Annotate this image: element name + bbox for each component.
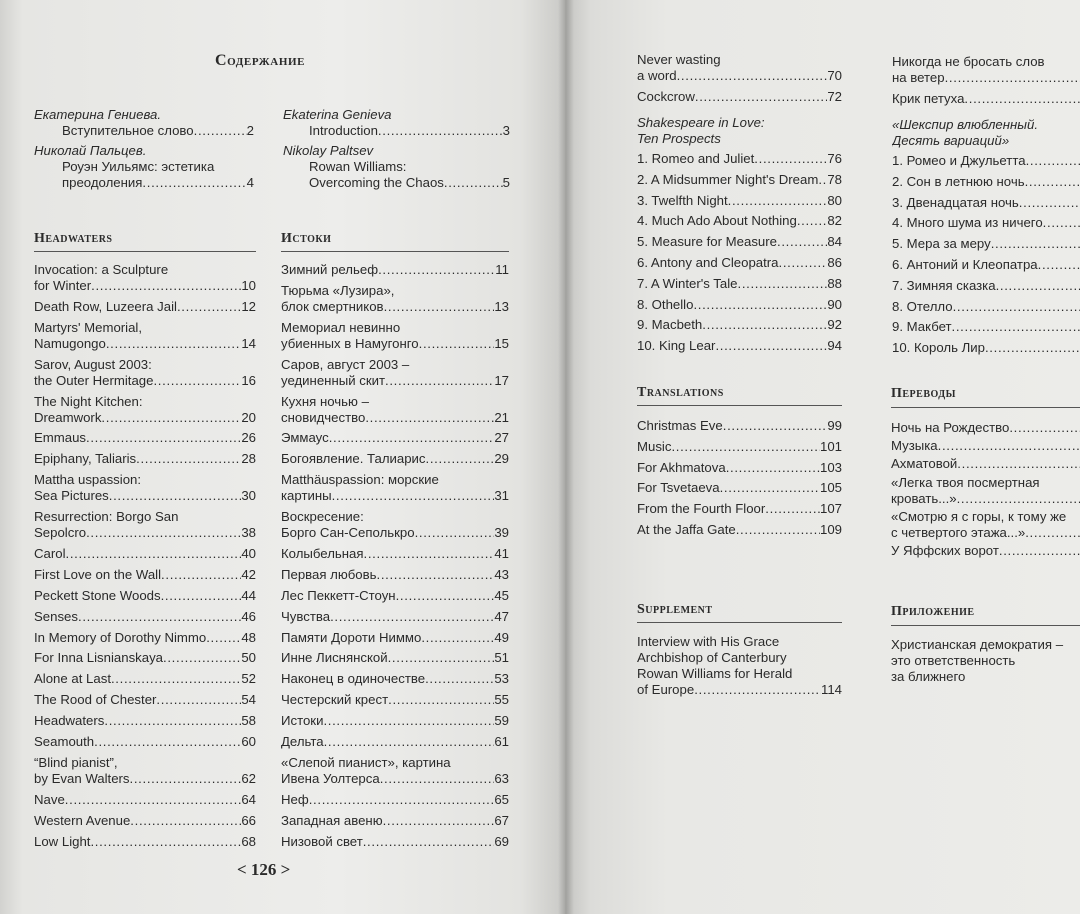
shakespeare-entry-ru: 7. Зимняя сказка . . .: [892, 278, 1080, 294]
translation-entry-en: For Akhmatova . . . 103: [637, 460, 842, 476]
shakespeare-entry-ru: 9. Макбет . . .: [892, 319, 1080, 335]
toc-entry-ru: Никогда не бросать слов на ветер . . .: [892, 54, 1080, 86]
toc-entry-ru: Зимний рельеф . . . 11: [281, 262, 509, 278]
right-page: [565, 0, 1080, 914]
rule-translations-en: [637, 405, 842, 406]
shakespeare-entry-en: 9. Macbeth . . . 92: [637, 317, 842, 333]
section-supplement-en: Supplement: [637, 602, 713, 617]
toc-entry-en: In Memory of Dorothy Nimmo . . . 48: [34, 630, 256, 646]
toc-entry-en: Carol . . . 40: [34, 546, 256, 562]
headwaters-en-list: [34, 262, 256, 854]
translation-entry-ru: У Яффских ворот . . .: [891, 543, 1080, 559]
toc-entry-en: For Inna Lisnianskaya . . . 50: [34, 650, 256, 666]
rule-headwaters-en: [34, 251, 256, 252]
headwaters-ru-list: [281, 262, 509, 854]
intro-ru-column: [34, 107, 254, 191]
shakespeare-title-en-1: Shakespeare in Love:: [637, 115, 765, 130]
paltsev-author-en: Nikolay Paltsev: [283, 143, 374, 158]
section-headwaters-ru: Истоки: [281, 231, 332, 246]
shakespeare-entry-en: 4. Much Ado About Nothing . . . 82: [637, 213, 842, 229]
toc-entry-ru: Честерский крест . . . 55: [281, 692, 509, 708]
contents-title: Содержание: [215, 52, 306, 69]
shakespeare-entry-en: 10. King Lear . . . 94: [637, 338, 842, 354]
toc-entry-en: Emmaus . . . 26: [34, 430, 256, 446]
toc-entry-ru: Эммаус . . . 27: [281, 430, 509, 446]
section-headwaters-en: Headwaters: [34, 231, 113, 246]
book-gutter: [558, 0, 574, 914]
intro-author-en: Ekaterina Genieva: [283, 107, 392, 122]
paltsev-title-en-2: Overcoming the Chaos . . . 5: [283, 175, 510, 191]
shakespeare-entry-en: 1. Romeo and Juliet . . . 76: [637, 151, 842, 167]
shakespeare-entry-en: 5. Measure for Measure . . . 84: [637, 234, 842, 250]
toc-entry-en: Peckett Stone Woods . . . 44: [34, 588, 256, 604]
translation-entry-en: Christmas Eve . . . 99: [637, 418, 842, 434]
toc-entry-en: Nave . . . 64: [34, 792, 256, 808]
toc-entry-en: Death Row, Luzeera Jail . . . 12: [34, 299, 256, 315]
toc-entry-ru: Мемориал невинно убиенных в Намугонго . . . 15: [281, 320, 509, 352]
shakespeare-entry-en: 8. Othello . . . 90: [637, 297, 842, 313]
toc-entry-ru: Дельта . . . 61: [281, 734, 509, 750]
translations-en-list: [637, 418, 842, 543]
toc-entry-ru: Низовой свет . . . 69: [281, 834, 509, 850]
translation-entry-en: For Tsvetaeva . . . 105: [637, 480, 842, 496]
toc-entry-ru: Тюрьма «Лузира», блок смертников . . . 13: [281, 283, 509, 315]
toc-entry-en: Western Avenue . . . 66: [34, 813, 256, 829]
toc-entry-ru: Лес Пеккетт-Стоун . . . 45: [281, 588, 509, 604]
toc-entry-ru: «Слепой пианист», картина Ивена Уолтерса . . . 63: [281, 755, 509, 787]
shakespeare-title-en-2: Ten Prospects: [637, 131, 721, 146]
toc-entry-en: Invocation: a Sculpture for Winter . . . 10: [34, 262, 256, 294]
shakespeare-en-list: [637, 151, 842, 359]
toc-entry-en: Never wasting a word . . . 70: [637, 52, 842, 84]
toc-entry-en: First Love on the Wall . . . 42: [34, 567, 256, 583]
toc-entry-ru: Наконец в одиночестве . . . 53: [281, 671, 509, 687]
toc-entry-en: Headwaters . . . 58: [34, 713, 256, 729]
toc-entry-en: Cockcrow . . . 72: [637, 89, 842, 105]
translation-entry-en: Music . . . 101: [637, 439, 842, 455]
shakespeare-entry-ru: 2. Сон в летнюю ночь . . .: [892, 174, 1080, 190]
intro-en-column: [283, 107, 510, 191]
toc-entry-ru: Чувства . . . 47: [281, 609, 509, 625]
rule-supplement-ru: [891, 625, 1080, 626]
toc-entry-en: The Night Kitchen: Dreamwork . . . 20: [34, 394, 256, 426]
toc-entry-ru: Инне Лиснянской . . . 51: [281, 650, 509, 666]
toc-entry-en: The Rood of Chester . . . 54: [34, 692, 256, 708]
toc-entry-ru: Колыбельная . . . 41: [281, 546, 509, 562]
rule-headwaters-ru: [281, 251, 509, 252]
paltsev-title-ru-2: преодоления . . . 4: [34, 175, 254, 191]
supplement-en-entry: Interview with His Grace Archbishop of Canterbury Rowan Williams for Herald of Europe . . . 114: [637, 634, 842, 698]
toc-entry-ru: Саров, август 2003 – уединенный скит . . . 17: [281, 357, 509, 389]
shakespeare-entry-en: 3. Twelfth Night . . . 80: [637, 193, 842, 209]
toc-entry-ru: Воскресение: Борго Сан-Сеполькро . . . 39: [281, 509, 509, 541]
toc-entry-en: “Blind pianist”, by Evan Walters . . . 62: [34, 755, 256, 787]
intro-author-ru: Екатерина Гениева.: [34, 107, 162, 122]
shakespeare-ru-list: [892, 153, 1080, 361]
shakespeare-title-ru-2: Десять вариаций»: [892, 133, 1010, 148]
shakespeare-entry-en: 6. Antony and Cleopatra . . . 86: [637, 255, 842, 271]
shakespeare-entry-en: 2. A Midsummer Night's Dream . . . 78: [637, 172, 842, 188]
toc-entry-en: Alone at Last . . . 52: [34, 671, 256, 687]
rule-supplement-en: [637, 622, 842, 623]
shakespeare-ru-title: [892, 117, 1080, 149]
toc-entry-en: Low Light . . . 68: [34, 834, 256, 850]
toc-entry-ru: Кухня ночью – сновидчество . . . 21: [281, 394, 509, 426]
translations-ru-list: [891, 420, 1080, 561]
toc-entry-en: Seamouth . . . 60: [34, 734, 256, 750]
rule-translations-ru: [891, 407, 1080, 408]
toc-entry-en: Resurrection: Borgo San Sepolcro . . . 38: [34, 509, 256, 541]
toc-entry-en: Epiphany, Taliaris . . . 28: [34, 451, 256, 467]
toc-entry-ru: Богоявление. Талиарис . . . 29: [281, 451, 509, 467]
section-translations-ru: Переводы: [891, 386, 956, 401]
section-translations-en: Translations: [637, 385, 724, 400]
top-en-list: [637, 52, 842, 109]
shakespeare-entry-ru: 6. Антоний и Клеопатра . . .: [892, 257, 1080, 273]
shakespeare-entry-en: 7. A Winter's Tale . . . 88: [637, 276, 842, 292]
shakespeare-title-ru-1: «Шекспир влюбленный.: [892, 117, 1038, 132]
section-supplement-ru: Приложение: [891, 604, 975, 619]
paltsev-title-ru: Роуэн Уильямс: эстетика: [62, 159, 215, 174]
shakespeare-entry-ru: 4. Много шума из ничего . . .: [892, 215, 1080, 231]
supplement-ru-entry: Христианская демократия – это ответственность за ближнего: [891, 637, 1064, 684]
translation-entry-en: At the Jaffa Gate . . . 109: [637, 522, 842, 538]
translation-entry-ru: Ахматовой . . .: [891, 456, 1080, 472]
top-ru-list: [892, 54, 1080, 111]
page-number: < 126 >: [237, 860, 291, 879]
toc-entry-ru: Неф . . . 65: [281, 792, 509, 808]
shakespeare-entry-ru: 10. Король Лир . . .: [892, 340, 1080, 356]
paltsev-title-en: Rowan Williams:: [309, 159, 407, 174]
toc-entry-ru: Крик петуха . . .: [892, 91, 1080, 107]
shakespeare-entry-ru: 8. Отелло . . .: [892, 299, 1080, 315]
translation-entry-ru: Музыка . . .: [891, 438, 1080, 454]
toc-entry-en: Sarov, August 2003: the Outer Hermitage . . . 16: [34, 357, 256, 389]
toc-entry-ru: Первая любовь . . . 43: [281, 567, 509, 583]
toc-entry-ru: Matthäuspassion: морские картины . . . 31: [281, 472, 509, 504]
shakespeare-entry-ru: 3. Двенадцатая ночь . . .: [892, 195, 1080, 211]
intro-entry-ru: Вступительное слово . . . 2: [34, 123, 254, 139]
translation-entry-ru: «Смотрю я с горы, к тому же с четвертого этажа...» . . .: [891, 509, 1080, 541]
shakespeare-entry-ru: 1. Ромео и Джульетта . . .: [892, 153, 1080, 169]
translation-entry-en: From the Fourth Floor . . . 107: [637, 501, 842, 517]
paltsev-author-ru: Николай Пальцев.: [34, 143, 147, 158]
toc-entry-ru: Истоки . . . 59: [281, 713, 509, 729]
shakespeare-entry-ru: 5. Мера за меру . . .: [892, 236, 1080, 252]
toc-entry-en: Mattha uspassion: Sea Pictures . . . 30: [34, 472, 256, 504]
toc-entry-en: Martyrs' Memorial, Namugongo . . . 14: [34, 320, 256, 352]
toc-entry-en: Senses . . . 46: [34, 609, 256, 625]
translation-entry-ru: «Легка твоя посмертная кровать...» . . .: [891, 475, 1080, 507]
toc-entry-ru: Памяти Дороти Ниммо . . . 49: [281, 630, 509, 646]
toc-entry-ru: Западная авеню . . . 67: [281, 813, 509, 829]
translation-entry-ru: Ночь на Рождество . . .: [891, 420, 1080, 436]
intro-entry-en: Introduction . . . 3: [283, 123, 510, 139]
shakespeare-en-title: [637, 115, 842, 147]
